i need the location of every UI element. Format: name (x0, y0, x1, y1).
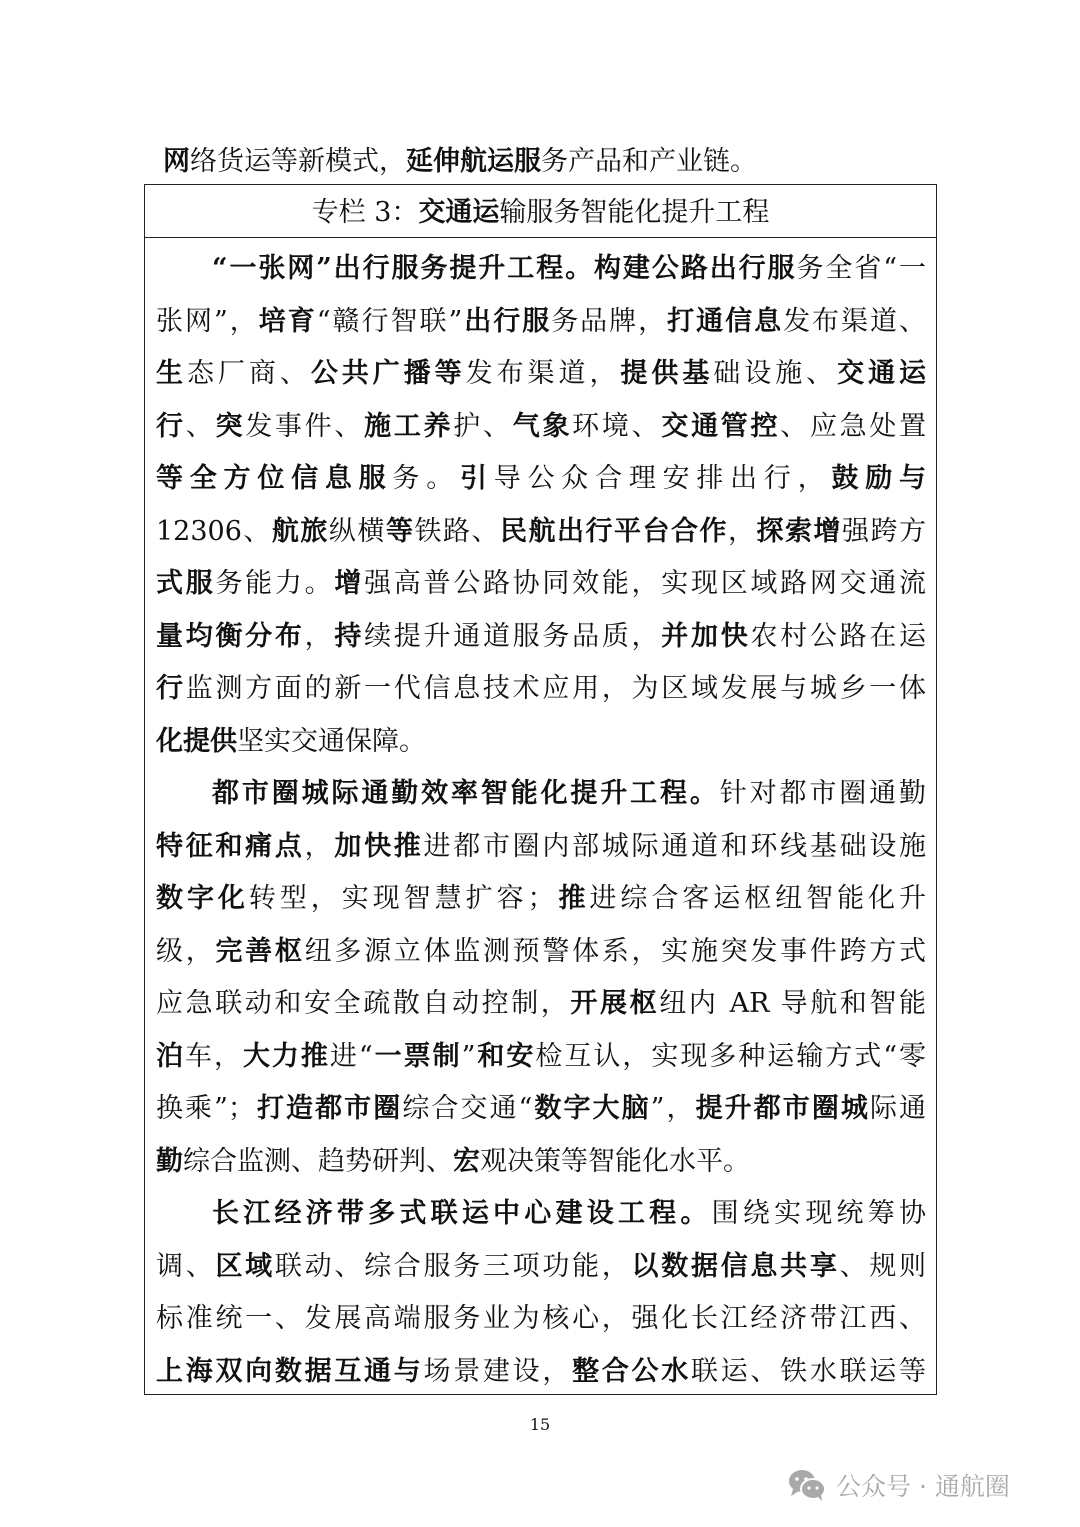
bold-text-segment: 提升都市圈城 (695, 1093, 870, 1124)
text-segment: 铁路、 (414, 515, 500, 547)
bold-text-segment: 出行服 (462, 305, 552, 337)
bold-text-segment: 量均衡分布 (156, 620, 305, 652)
text-segment: 、应急处置 (780, 410, 927, 442)
text-segment: 换乘”； (156, 1093, 255, 1124)
bold-text-segment: 和安 (475, 1040, 536, 1072)
bold-text-segment: 打造都市圈 (254, 1093, 403, 1124)
text-segment: 强高普公路协同效能，实现区域路网交通流 (364, 568, 927, 599)
bold-text-segment: 数字大脑 (532, 1093, 651, 1124)
bold-text-segment: 开展枢 (570, 988, 660, 1019)
text-segment: 际通 (869, 1093, 927, 1124)
text-segment: 强跨方 (842, 515, 927, 547)
page-number: 15 (529, 1415, 551, 1434)
text-segment: 、 (185, 410, 216, 442)
bold-text-segment: 宏 (453, 1145, 480, 1177)
bold-text-segment: “一张网”出行服务提升工程。构建公路出行服 (212, 253, 797, 284)
text-line (156, 1293, 926, 1345)
bold-text-segment: 网 (163, 146, 190, 177)
text-segment: 护、 (453, 410, 513, 442)
text-line (156, 716, 926, 768)
text-segment: 务全省“一 (796, 253, 927, 284)
bold-text-segment: 探索增 (756, 515, 843, 547)
text-line (156, 506, 926, 558)
text-segment: 车， (184, 1040, 243, 1072)
text-segment: 务能力。 (215, 568, 335, 599)
bold-text-segment: 化提供 (156, 725, 237, 757)
text-segment: 态厂商、 (186, 358, 311, 389)
text-segment: 联运、铁水联运等 (690, 1355, 927, 1387)
text-segment: 农村公路在运 (750, 620, 927, 652)
bold-text-segment: 交通运 (837, 358, 927, 389)
bold-text-segment: 提供基 (620, 358, 714, 389)
bold-text-segment: 等全方位信息服 (156, 463, 393, 494)
bold-text-segment: 等 (385, 515, 415, 547)
bold-text-segment: 行 (156, 410, 186, 442)
text-segment: ， (728, 515, 757, 547)
bold-text-segment: 大力推 (242, 1040, 330, 1072)
text-line (156, 348, 926, 400)
text-line (156, 1083, 926, 1135)
text-segment: 、规则 (839, 1250, 927, 1282)
bold-text-segment: 以数据信息共享 (631, 1250, 840, 1282)
bold-text-segment: 鼓励与 (831, 463, 927, 494)
text-segment: 转型，实现智慧扩容； (248, 883, 555, 914)
text-segment: 围绕实现统筹协 (711, 1198, 927, 1229)
bold-text-segment: 并加快 (661, 620, 751, 652)
text-line (156, 243, 926, 295)
bold-text-segment: 整合公水 (572, 1355, 691, 1387)
bold-text-segment: 公共广播等 (310, 358, 466, 389)
text-segment: 纽多源立体监测预警体系，实施突发事件跨方式 (304, 935, 927, 967)
text-segment: 坚实交通保障。 (237, 725, 426, 757)
bold-text-segment: 培育 (258, 305, 317, 337)
text-segment: 发事件、 (245, 410, 365, 442)
bold-text-segment: 民航出行平台合作 (499, 515, 728, 547)
text-segment: 务产品和产业链。 (541, 146, 757, 177)
text-line (156, 1241, 926, 1293)
text-segment: 检互认，实现多种运输方式“零 (535, 1040, 926, 1072)
text-segment: 务品牌， (551, 305, 668, 337)
text-segment: ” (461, 1040, 476, 1072)
text-segment: ， (304, 620, 335, 652)
text-segment: 纵横 (328, 515, 386, 547)
text-segment: 续提升通道服务品质， (364, 620, 662, 652)
bold-text-segment: 生 (156, 358, 187, 389)
bold-text-segment: 区域 (215, 1250, 275, 1282)
column-box-3 (144, 184, 937, 1395)
text-line (156, 978, 926, 1030)
bold-text-segment: 航旅 (271, 515, 329, 547)
bold-text-segment: 打通信息 (667, 305, 784, 337)
bold-text-segment: 式服 (156, 568, 216, 599)
bold-text-segment: 长江经济带多式联运中心建设工程。 (212, 1198, 712, 1229)
bold-text-segment: 气象 (512, 410, 573, 442)
text-line (156, 453, 926, 505)
wechat-icon (788, 1469, 826, 1501)
bold-text-segment: 泊 (156, 1040, 185, 1072)
text-line (156, 821, 926, 873)
text-segment: ”， (650, 1093, 696, 1124)
text-segment: 综合交通“ (402, 1093, 533, 1124)
bold-text-segment: 引 (459, 463, 494, 494)
text-segment: 导公众合理安排出行， (493, 463, 832, 494)
text-segment: ， (304, 830, 335, 862)
text-line (156, 926, 926, 978)
text-line (156, 558, 926, 610)
watermark-text: 公众号 · 通航圈 (836, 1472, 1010, 1501)
text-line (156, 401, 926, 453)
text-line (156, 296, 926, 348)
text-segment: 调、 (156, 1250, 216, 1282)
text-segment: 础设施、 (713, 358, 838, 389)
text-segment: 输服务智能化提升工程 (499, 197, 770, 228)
bold-text-segment: 交通管控 (661, 410, 781, 442)
text-segment: 进都市圈内部城际通道和环线基础设施 (423, 830, 927, 862)
text-line (156, 1188, 926, 1240)
text-segment: 标准统一、发展高端服务业为核心，强化长江经济带江西、 (156, 1303, 926, 1334)
column-box-title (145, 185, 936, 238)
text-segment: 进综合客运枢纽智能化升 (589, 883, 927, 914)
bold-text-segment: 突 (215, 410, 246, 442)
text-line (156, 1136, 926, 1188)
text-segment: 应急联动和安全疏散自动控制， (156, 988, 571, 1019)
bold-text-segment: 都市圈城际通勤效率智能化提升工程。 (212, 778, 720, 809)
intro-paragraph-tail (163, 138, 757, 186)
text-segment: 发布渠道， (465, 358, 621, 389)
text-line (156, 1031, 926, 1083)
bold-text-segment: 完善枢 (215, 935, 305, 967)
text-segment: 针对都市圈通勤 (719, 778, 927, 809)
bold-text-segment: 加快推 (334, 830, 424, 862)
text-segment: 级， (156, 935, 216, 967)
bold-text-segment: 延伸航运服 (406, 146, 541, 177)
bold-text-segment: 持 (334, 620, 365, 652)
text-segment: 环境、 (572, 410, 662, 442)
bold-text-segment: 特征和痛点 (156, 830, 305, 862)
text-segment: 进“ (329, 1040, 373, 1072)
text-segment: 场景建设， (423, 1355, 573, 1387)
text-line (156, 768, 926, 820)
text-segment: 络货运等新模式， (190, 146, 406, 177)
text-line (156, 663, 926, 715)
bold-text-segment: 数字化 (156, 883, 249, 914)
text-line (156, 873, 926, 925)
text-segment: 联动、综合服务三项功能， (274, 1250, 632, 1282)
text-line (156, 1346, 926, 1398)
bold-text-segment: 一票制 (372, 1040, 462, 1072)
bold-text-segment: 上海双向数据互通与 (156, 1355, 424, 1387)
text-segment: 专栏 3： (311, 197, 419, 228)
bold-text-segment: 推 (554, 883, 590, 914)
text-segment: 综合监测、趋势研判、 (183, 1145, 453, 1177)
text-segment: 张网”， (156, 305, 259, 337)
text-segment: 观决策等智能化水平。 (480, 1145, 750, 1177)
bold-text-segment: 勤 (156, 1145, 183, 1177)
bold-text-segment: 增 (334, 568, 365, 599)
text-segment: 纽内 AR 导航和智能 (659, 988, 927, 1019)
bold-text-segment: 施工养 (364, 410, 454, 442)
text-line (156, 611, 926, 663)
text-segment: 监测方面的新一代信息技术应用，为区域发展与城乡一体 (185, 673, 927, 704)
text-segment: “赣行智联” (316, 305, 463, 337)
bold-text-segment: 行 (156, 673, 186, 704)
watermark (788, 1465, 1010, 1505)
text-segment: 务。 (392, 463, 460, 494)
bold-text-segment: 交通运 (418, 197, 500, 228)
text-segment: 发布渠道、 (783, 305, 926, 337)
text-segment: 12306、 (156, 515, 272, 547)
